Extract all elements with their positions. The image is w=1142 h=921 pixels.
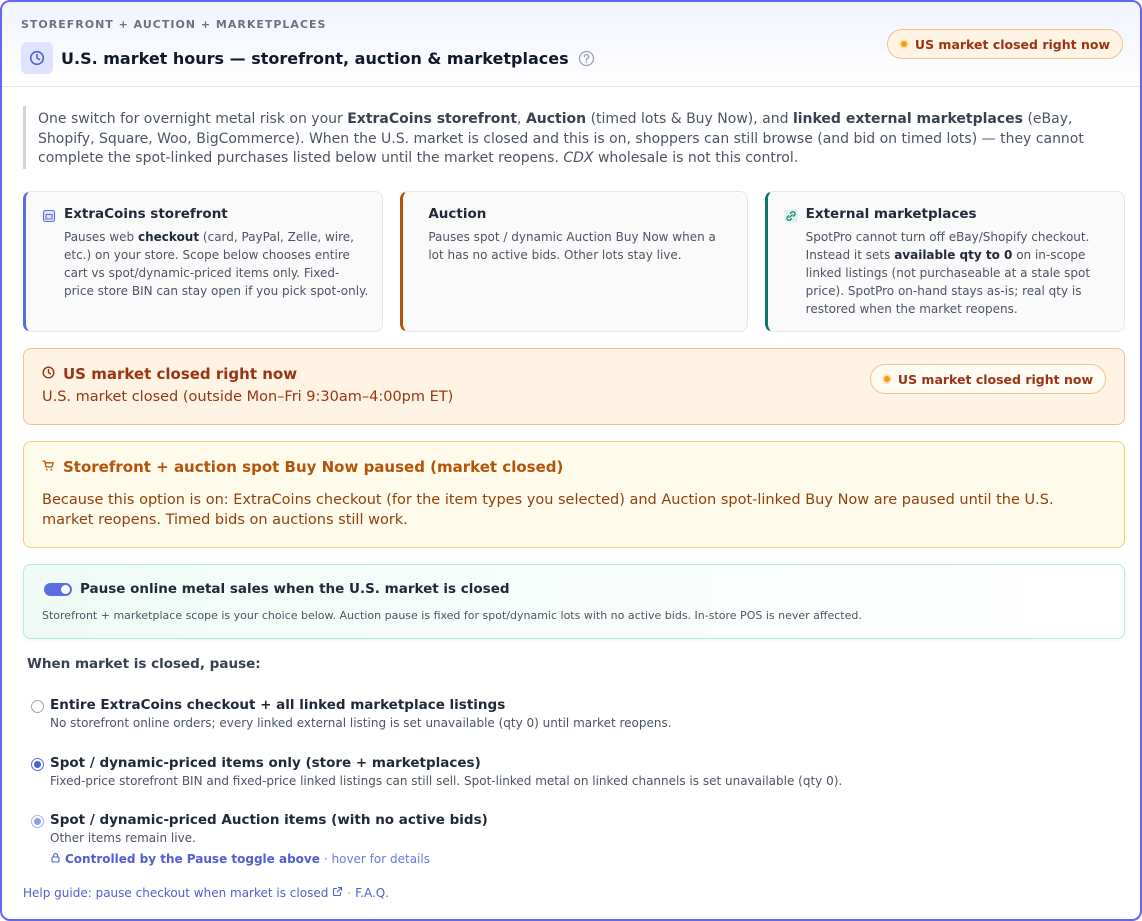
panel-header — [2, 2, 1140, 87]
intro-text-part: One switch for overnight metal risk on your — [38, 111, 348, 127]
channel-cards — [23, 191, 1125, 332]
storefront-card-title: ExtraCoins storefront — [64, 206, 228, 222]
auction-card-text: Pauses spot / dynamic Auction Buy Now when a lot has no active bids. Other lots stay live. — [428, 230, 716, 262]
market-status-text: US market closed right now — [897, 371, 1093, 387]
market-status-badge — [887, 29, 1123, 59]
cart-icon — [42, 458, 55, 476]
paused-text: Because this option is on: ExtraCoins checkout (for the item types you selected) and Auction spot-linked Buy Now are paused until the U.S. market reopens. Timed bids on auctions still work. — [42, 492, 1054, 528]
help-icon[interactable] — [578, 50, 595, 67]
intro-bold-auction: Auction — [525, 111, 587, 127]
intro-text — [23, 106, 1125, 169]
market-closed-banner — [23, 348, 1125, 425]
clock-icon — [21, 42, 53, 74]
option-title: Spot / dynamic-priced Auction items (with no active bids) — [50, 812, 488, 828]
option-entire-checkout[interactable] — [31, 697, 672, 730]
pause-toggle-note: Storefront + marketplace scope is your choice below. Auction pause is fixed for spot/dynamic lots with no active bids. In-store POS is never affected. — [42, 609, 862, 622]
card-text-part: (card, PayPal, Zelle, wire, etc.) on your store. Scope below chooses entire cart vs spot/dynamic-priced items only. Fixed-price store BIN can stay open if you pick spot-only. — [64, 230, 369, 298]
marketplaces-card — [765, 191, 1125, 332]
intro-bold-storefront: ExtraCoins storefront — [347, 111, 518, 127]
intro-text-part: (eBay, Shopify, Square, Woo, BigCommerce). When the U.S. market is closed and this is on, shoppers can still browse (and bid on timed lots) — they cannot complete the spot-linked purchases listed below until the market reopens. — [38, 111, 1084, 166]
option-body — [50, 755, 842, 788]
card-bold-qty: available qty to 0 — [894, 248, 1013, 262]
store-icon — [42, 208, 56, 227]
controlled-by-text: Controlled by the Pause toggle above — [65, 852, 320, 866]
option-body — [50, 812, 488, 866]
card-text-part: on in-scope linked listings (not purchaseable at a stale spot price). SpotPro on-hand stays as-is; real qty is restored when the market reopens. — [805, 248, 1091, 316]
intro-text-part: , — [517, 111, 526, 127]
toggle-row — [42, 581, 1108, 597]
option-body — [50, 697, 672, 730]
paused-title: Storefront + auction spot Buy Now paused (market closed) — [63, 458, 564, 476]
external-link-icon — [332, 886, 343, 900]
faq-link[interactable]: F.A.Q. — [355, 886, 390, 900]
storefront-card — [23, 191, 383, 332]
card-bold-checkout: checkout — [138, 230, 200, 244]
option-description: No storefront online orders; every linked external listing is set unavailable (qty 0) until market reopens. — [50, 716, 672, 730]
eyebrow-label: STOREFRONT + AUCTION + MARKETPLACES — [21, 18, 327, 31]
controlled-by-note[interactable] — [50, 852, 488, 866]
lock-icon — [50, 852, 61, 866]
auction-card — [400, 191, 747, 332]
link-icon — [784, 208, 798, 227]
marketplaces-card-text — [806, 228, 1110, 318]
option-spot-only[interactable] — [31, 755, 842, 788]
storefront-card-text — [64, 228, 368, 300]
status-dot-icon — [882, 374, 892, 384]
radio-entire-checkout[interactable] — [31, 700, 44, 713]
market-closed-subtitle: U.S. market closed (outside Mon–Fri 9:30am–4:00pm ET) — [42, 389, 454, 405]
option-title[interactable]: Spot / dynamic-priced items only (store + marketplaces) — [50, 755, 481, 771]
clock-alert-icon — [42, 365, 55, 383]
hover-details-text[interactable]: · hover for details — [323, 852, 430, 866]
market-status-text: US market closed right now — [914, 36, 1110, 52]
auction-card-title: Auction — [428, 206, 487, 222]
intro-italic-cdx: CDX — [563, 150, 594, 166]
footer-links — [23, 886, 389, 900]
paused-banner — [23, 441, 1125, 548]
pause-toggle-panel — [23, 564, 1125, 639]
radio-spot-only[interactable] — [31, 758, 44, 771]
marketplaces-card-title: External marketplaces — [805, 206, 977, 222]
intro-bold-marketplaces: linked external marketplaces — [792, 111, 1023, 127]
pause-toggle-switch[interactable] — [44, 583, 72, 596]
option-description: Other items remain live. — [50, 831, 196, 845]
intro-text-part: (timed lots & Buy Now), and — [586, 111, 793, 127]
option-auction-items — [31, 812, 488, 866]
intro-text-part: wholesale is not this control. — [593, 150, 799, 166]
card-text-part: Pauses web — [64, 230, 138, 244]
help-guide-link[interactable]: Help guide: pause checkout when market is closed — [23, 886, 329, 900]
market-closed-title: US market closed right now — [63, 365, 298, 383]
page-title: U.S. market hours — storefront, auction & marketplaces — [61, 48, 569, 68]
checkbox-auction-items — [31, 815, 44, 828]
status-dot-icon — [899, 39, 909, 49]
options-heading: When market is closed, pause: — [27, 656, 261, 672]
pause-toggle-label[interactable]: Pause online metal sales when the U.S. market is closed — [80, 581, 510, 597]
market-status-badge — [870, 364, 1106, 394]
paused-heading — [42, 458, 1106, 476]
card-text-part: SpotPro cannot turn off eBay/Shopify checkout. Instead it sets — [805, 230, 1090, 262]
option-title[interactable]: Entire ExtraCoins checkout + all linked marketplace listings — [50, 697, 506, 713]
footer-separator: · — [347, 886, 352, 900]
option-description: Fixed-price storefront BIN and fixed-price linked listings can still sell. Spot-linked metal on linked channels is set unavailable (qty 0). — [50, 774, 843, 788]
